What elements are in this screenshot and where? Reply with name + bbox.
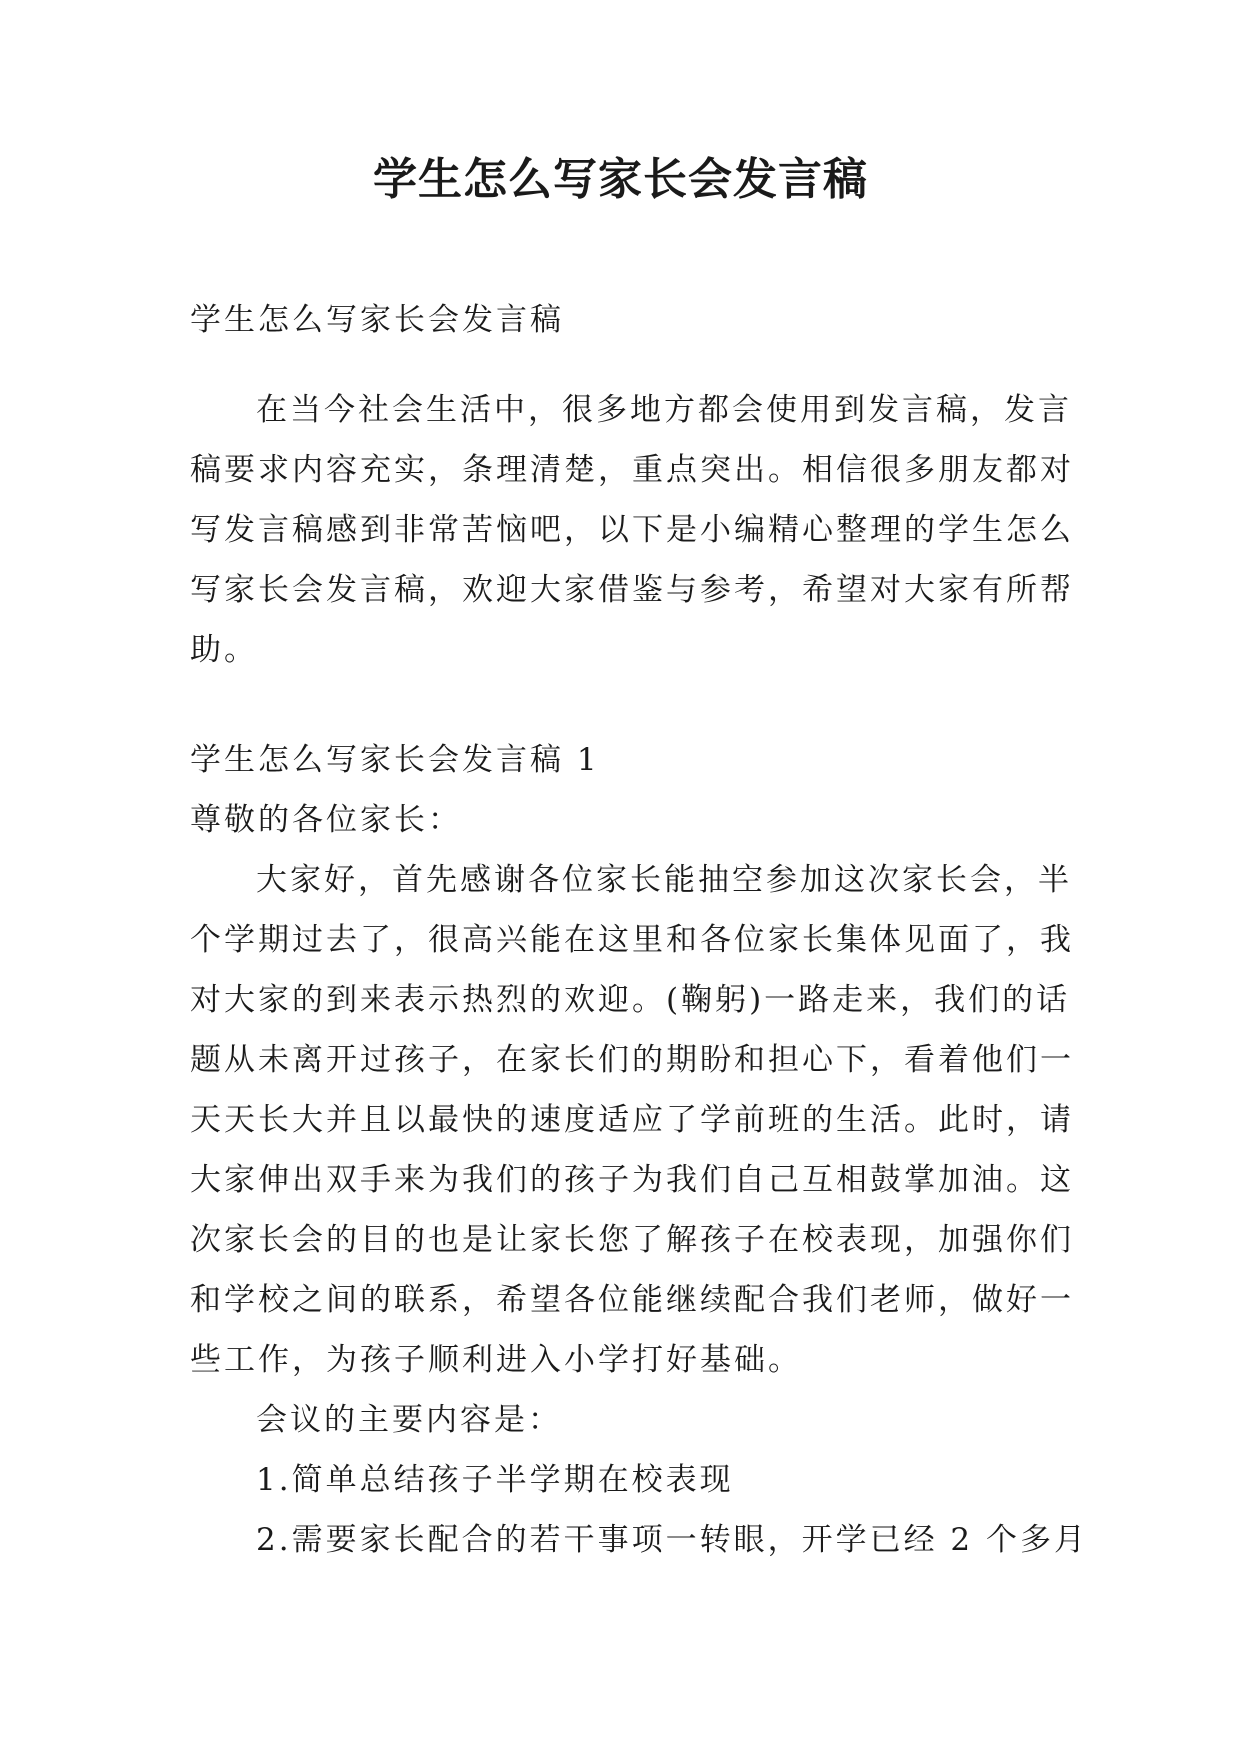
paragraph-line: 对大家的到来表示热烈的欢迎。(鞠躬)一路走来，我们的话 [190,982,1071,1018]
agenda-item: 2.需要家长配合的若干事项一转眼，开学已经 2 个多月 [256,1522,1089,1558]
paragraph-line: 大家好，首先感谢各位家长能抽空参加这次家长会，半 [256,862,1072,898]
subtitle: 学生怎么写家长会发言稿 [190,302,564,338]
greeting-paragraph [190,850,1074,1390]
intro-line: 写发言稿感到非常苦恼吧，以下是小编精心整理的学生怎么 [190,512,1074,548]
paragraph-line: 天天长大并且以最快的速度适应了学前班的生活。此时，请 [190,1102,1074,1138]
document-body [190,290,1089,1570]
agenda-item: 1.简单总结孩子半学期在校表现 [256,1462,734,1498]
paragraph-line: 和学校之间的联系，希望各位能继续配合我们老师，做好一 [190,1282,1074,1318]
intro-line: 写家长会发言稿，欢迎大家借鉴与参考，希望对大家有所帮 [190,572,1074,608]
paragraph-line: 题从未离开过孩子，在家长们的期盼和担心下，看着他们一 [190,1042,1074,1078]
document-title: 学生怎么写家长会发言稿 [373,154,868,205]
section-heading: 学生怎么写家长会发言稿 1 [190,742,600,778]
intro-line: 稿要求内容充实，条理清楚，重点突出。相信很多朋友都对 [190,452,1074,488]
salutation: 尊敬的各位家长： [190,802,462,838]
paragraph-line: 个学期过去了，很高兴能在这里和各位家长集体见面了，我 [190,922,1074,958]
paragraph-line: 次家长会的目的也是让家长您了解孩子在校表现，加强你们 [190,1222,1074,1258]
intro-line: 在当今社会生活中，很多地方都会使用到发言稿，发言 [256,392,1072,428]
intro-line: 助。 [190,632,258,668]
agenda-intro: 会议的主要内容是： [256,1402,562,1438]
paragraph-line: 些工作，为孩子顺利进入小学打好基础。 [190,1342,802,1378]
intro-paragraph [190,380,1074,680]
paragraph-line: 大家伸出双手来为我们的孩子为我们自己互相鼓掌加油。这 [190,1162,1074,1198]
